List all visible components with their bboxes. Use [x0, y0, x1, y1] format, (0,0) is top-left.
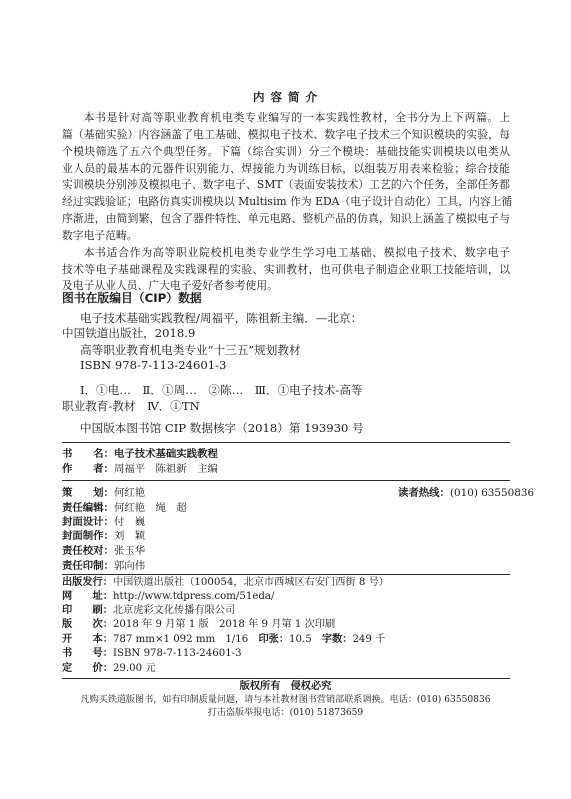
- website-row: [62, 590, 274, 603]
- sheets-label: 印张：: [258, 634, 290, 645]
- intro-body: [62, 110, 513, 295]
- hotline-label: 读者热线：: [398, 487, 450, 499]
- intro-line: 及电子从业人员、广大电子爱好者参考使用。: [62, 279, 278, 293]
- staff-label: 封面制作：: [62, 530, 114, 542]
- price-label: 定 价：: [62, 663, 113, 674]
- isbn-value: ISBN 978-7-113-24601-3: [112, 648, 242, 659]
- staff-label: 责任校对：: [62, 545, 114, 557]
- staff-value: 何红艳: [113, 487, 146, 499]
- book-author: 周福平 陈祖新 主编: [113, 463, 218, 475]
- printer-row: [62, 604, 235, 617]
- book-title: 电子技术基础实践教程: [113, 448, 218, 460]
- staff-value: 何红艳 绳 超: [113, 502, 187, 514]
- sheets-value: 10.5: [289, 634, 312, 645]
- intro-line: 实训模块分别涉及模拟电子、数字电子、SMT（表面安装技术）工艺的六个任务，全部任务都: [62, 178, 510, 192]
- cip-line: ISBN 978-7-113-24601-3: [80, 358, 227, 372]
- cip-line: 职业教育-教材 Ⅳ．①TN: [62, 399, 200, 413]
- intro-line: 业人员的最基本的元器件识别能力、焊接能力为训练目标，以组装万用表来检验；综合技能: [62, 161, 510, 175]
- intro-line: 篇（基础实验）内容涵盖了电工基础、模拟电子技术、数字电子技术三个知识模块的实验，每: [62, 127, 510, 141]
- staff-value: 郭向伟: [113, 560, 146, 572]
- printer-value: 北京虎彩文化传播有限公司: [112, 605, 236, 616]
- intro-line: 技术等电子基础课程及实践课程的实验、实训教材，也可供电子制造企业职工技能培训，以: [62, 262, 510, 276]
- cip-line: 中国版本图书馆 CIP 数据核字（2018）第 193930 号: [80, 421, 364, 435]
- cip-line: 电子技术基础实践教程/周福平，陈祖新主编．—北京：: [80, 311, 363, 325]
- book-title-label: 书 名：: [62, 448, 114, 460]
- isbn-row: [62, 647, 242, 660]
- book-title-row: [62, 447, 218, 461]
- price-value: 29.00 元: [112, 663, 156, 674]
- exchange-notice: 凡购买铁道版图书，如有印制质量问题，请与本社教材图书营销部联系调换。电话：(010) 63550836: [80, 695, 491, 705]
- book-author-label: 作 者：: [62, 463, 114, 475]
- cip-heading: 图书在版编目（CIP）数据: [62, 291, 202, 305]
- piracy-hotline: 打击盗版举报电话：(010) 51873659: [207, 708, 364, 718]
- staff-row: [62, 559, 145, 573]
- edition-row: [62, 618, 335, 631]
- staff-row: [62, 501, 187, 515]
- cip-line: Ⅰ．①电… Ⅱ．①周… ②陈… Ⅲ．①电子技术-高等: [80, 383, 363, 397]
- intro-line: 经过实践验证；电路仿真实训模块以 Multisim 作为 EDA（电子设计自动化）工具，内容上循: [62, 195, 513, 209]
- divider: [62, 442, 510, 443]
- isbn-label: 书 号：: [62, 648, 113, 659]
- reader-hotline: [398, 486, 534, 500]
- book-author-row: [62, 462, 218, 476]
- divider: [62, 678, 510, 679]
- divider: [62, 480, 510, 481]
- staff-row: [62, 515, 145, 529]
- staff-value: 刘 颖: [113, 530, 146, 542]
- publisher-label: 出版发行：: [62, 577, 113, 588]
- cip-line: 高等职业教育机电类专业“十三五”规划教材: [80, 343, 301, 357]
- intro-line: 数字电子范畴。: [62, 228, 138, 242]
- cip-line: 中国铁道出版社，2018.9: [62, 326, 196, 340]
- hotline-value: (010) 63550836: [449, 487, 535, 499]
- publisher-value: 中国铁道出版社（100054，北京市西城区右安门西街 8 号）: [112, 577, 389, 588]
- intro-line: 本书适合作为高等职业院校机电类专业学生学习电工基础、模拟电子技术、数字电子: [83, 245, 510, 259]
- staff-row: [62, 486, 145, 500]
- publisher-row: [62, 576, 389, 589]
- staff-row: [62, 529, 145, 543]
- staff-label: 封面设计：: [62, 516, 114, 528]
- divider: [62, 574, 510, 575]
- staff-value: 付 巍: [113, 516, 146, 528]
- website-value: http://www.tdpress.com/51eda/: [112, 591, 275, 602]
- words-label: 字数：: [321, 634, 353, 645]
- format-row: [62, 633, 385, 646]
- staff-row: [62, 544, 145, 558]
- intro-heading: 内 容 简 介: [252, 90, 318, 104]
- intro-line: 个模块筛选了五六个典型任务。下篇（综合实训）分三个模块：基础技能实训模块以电类从: [62, 144, 510, 158]
- website-label: 网 址：: [62, 591, 113, 602]
- format-size: 787 mm×1 092 mm 1/16: [112, 634, 249, 645]
- printer-label: 印 刷：: [62, 605, 113, 616]
- edition-value: 2018 年 9 月第 1 版 2018 年 9 月第 1 次印刷: [112, 619, 336, 630]
- edition-label: 版 次：: [62, 619, 113, 630]
- intro-line: 本书是针对高等职业教育机电类专业编写的一本实践性教材，全书分为上下两篇。上: [83, 111, 510, 124]
- staff-label: 责任印制：: [62, 560, 114, 572]
- words-value: 249 千: [352, 634, 386, 645]
- intro-line: 序渐进，由简到繁，包含了器件特性、单元电路、整机产品的仿真，知识上涵盖了模拟电子与: [62, 212, 510, 226]
- copyright-notice: 版权所有 侵权必究: [239, 681, 332, 692]
- staff-label: 策 划：: [62, 487, 114, 499]
- price-row: [62, 662, 156, 675]
- staff-value: 张玉华: [113, 545, 146, 557]
- staff-label: 责任编辑：: [62, 502, 114, 514]
- format-label: 开 本：: [62, 634, 113, 645]
